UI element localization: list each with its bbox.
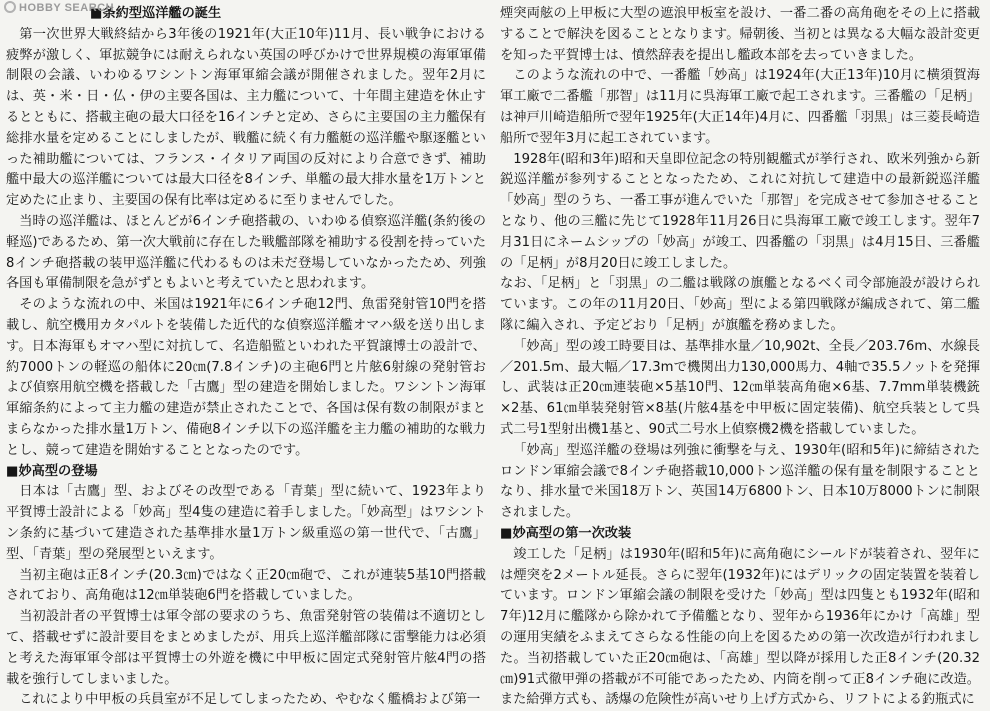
left-column [6, 4, 486, 708]
watermark-text: HOBBY SEARCH [19, 2, 115, 14]
paragraph: 第一次世界大戦終結から3年後の1921年(大正10年)11月、長い戦争における疲弊が激しく、軍拡競争には耐えられない英国の呼びかけで世界規模の海軍軍備制限の会議、いわゆるワシントン海軍軍縮会議が開催されました。翌年2月には、英・米・日・仏・伊の主要各国は、主力艦について、十年間主建造を休止するとともに、搭載主砲の最大口径を16インチと定め、さらに主要国の主力艦保有総排水量を定めることにしましたが、戦艦に続く有力艦艇の巡洋艦や駆逐艦といった補助艦については、フランス・イタリア両国の反対により合意できず、補助艦中最大の巡洋艦については最大口径を8インチ、単艦の最大排水量を1万トンと定めたに止まり、主要国の保有比率は定めるに至りませんでした。 [6, 26, 486, 209]
paragraph: これにより中甲板の兵員室が不足してしまったため、やむなく艦橋および第一 [19, 692, 481, 708]
paragraph: 「妙高」型巡洋艦の登場は列強に衝撃を与え、1930年(昭和5年)に締結されたロンドン軍縮会議で8インチ砲搭載10,000トン巡洋艦の保有量を制限することとなり、排水量で米国18万トン、英国14万6800トン、日本10万8000トンに制限されました。 [500, 442, 980, 521]
right-column [500, 4, 980, 708]
section-heading: ■ 妙高型の登場 [6, 462, 486, 483]
paragraph: そのような流れの中、米国は1921年に6インチ砲12門、魚雷発射管10門を搭載し、航空機用カタパルトを装備した近代的な偵察巡洋艦オマハ級を送り出します。日本海軍もオマハ型に対抗して、名造船監といわれた平賀譲博士の設計で、約7000トンの軽巡の船体に20㎝(7.8インチ)の主砲6門と片舷6射線の発射管および偵察用航空機を搭載した「古鷹」型の建造を開始しました。ワシントン海軍軍縮条約によって主力艦の建造が禁止されたことで、各国は保有数の制限がまとまらなかった排水量1万トン、備砲8インチ以下の巡洋艦を主力艦の補助的な戦力とし、競って建造を開始することとなったのです。 [6, 297, 486, 458]
watermark-logo-icon [4, 1, 16, 13]
section-heading: ■ 妙高型の第一次改装 [500, 524, 980, 545]
paragraph: 「妙高」型の竣工時要目は、基準排水量／10,902t、全長／203.76m、水線長／201.5m、最大幅／17.3mで機関出力130,000馬力、4軸で35.5ノットを発揮し、武装は正20㎝連装砲×5基10門、12㎝単装高角砲×6基、7.7mm単装機銃×2基、61㎝単装発射管×8基(片舷4基を中甲板に固定装備)、航空兵装として呉式二号1型射出機1基と、90式二号水上偵察機2機を搭載していました。 [500, 338, 980, 437]
section-heading: ■ 条約型巡洋艦の誕生 [6, 4, 486, 25]
paragraph: 1928年(昭和3年)昭和天皇即位記念の特別観艦式が挙行され、欧米列強から新鋭巡洋艦が参列することとなったため、これに対抗して建造中の最新鋭巡洋艦「妙高」型のうち、一番工事が進んでいた「那智」を完成させて参加させることとなり、他の三艦に先じて1928年11月26日に呉海軍工廠で竣工します。翌年7月31日にネームシップの「妙高」が竣工、四番艦の「羽黒」は4月15日、三番艦の「足柄」が8月20日に竣工しました。 [500, 151, 980, 271]
paragraph: 煙突両舷の上甲板に大型の遮浪甲板室を設け、一番二番の高角砲をその上に搭載することで解決を図ることとなります。帰朝後、当初とは異なる大幅な設計変更を知った平賀博士は、憤然辞表を提出し艦政本部を去っていきました。 [500, 6, 980, 63]
paragraph: 当時の巡洋艦は、ほとんどが6インチ砲搭載の、いわゆる偵察巡洋艦(条約後の軽巡)であるため、第一次大戦前に存在した戦艦部隊を補助する役割を持っていた8インチ砲搭載の装甲巡洋艦に代わるものは未だ登場していなかったため、列強各国も軍備制限を急がずともよいと考えていたと思われます。 [6, 213, 486, 292]
paragraph: 当初設計者の平賀博士は軍令部の要求のうち、魚雷発射管の装備は不適切として、搭載せずに設計要目をまとめましたが、用兵上巡洋艦部隊に雷撃能力は必須と考えた海軍軍令部は平賀博士の外遊を機に中甲板に固定式発射管片舷4門の搭載を強行してしまいました。 [6, 609, 486, 687]
paragraph: 当初主砲は正8インチ(20.3㎝)ではなく正20㎝砲で、これが連装5基10門搭載されており、高角砲は12㎝単装砲6門を搭載していました。 [6, 567, 486, 604]
paragraph: なお、「足柄」と「羽黒」の二艦は戦隊の旗艦となるべく司令部施設が設けられています。この年の11月20日、「妙高」型による第四戦隊が編成されて、第二艦隊に編入され、予定どおり「足柄」が旗艦を務めました。 [500, 276, 980, 333]
watermark [4, 2, 114, 14]
paragraph: このような流れの中で、一番艦「妙高」は1924年(大正13年)10月に横須賀海軍工廠で二番艦「那智」は11月に呉海軍工廠で起工されます。三番艦の「足柄」は神戸川崎造船所で翌年1925年(大正14年)4月に、四番艦「羽黒」は三菱長崎造船所で翌年3月に起工されています。 [500, 68, 980, 146]
paragraph: 竣工した「足柄」は1930年(昭和5年)に高角砲にシールドが装着され、翌年には煙突を2メートル延長。さらに翌年(1932年)にはデリックの固定装置を装着しています。ロンドン軍縮会議の制限を受けた「妙高」型は四隻とも1932年(昭和7年)12月に艦隊から除かれて予備艦となり、翌年から1936年にかけ「高雄」型の運用実績をふまえてさらなる性能の向上を図るための第一次改造が行われました。当初搭載していた正20㎝砲は、「高雄」型以降が採用した正8インチ(20.32㎝)91式徹甲弾の搭載が不可能であったため、内筒を削って正8インチ砲に改造。また給弾方式も、誘爆の危険性が高いせり上げ方式から、リフトによる釣瓶式に [500, 546, 980, 708]
paragraph: 日本は「古鷹」型、およびその改型である「青葉」型に続いて、1923年より平賀博士設計による「妙高」型4隻の建造に着手しました。「妙高型」はワシントン条約に基づいて建造された基準排水量1万トン級重巡の第一世代で、「古鷹」型、「青葉」型の発展型といえます。 [6, 484, 486, 562]
